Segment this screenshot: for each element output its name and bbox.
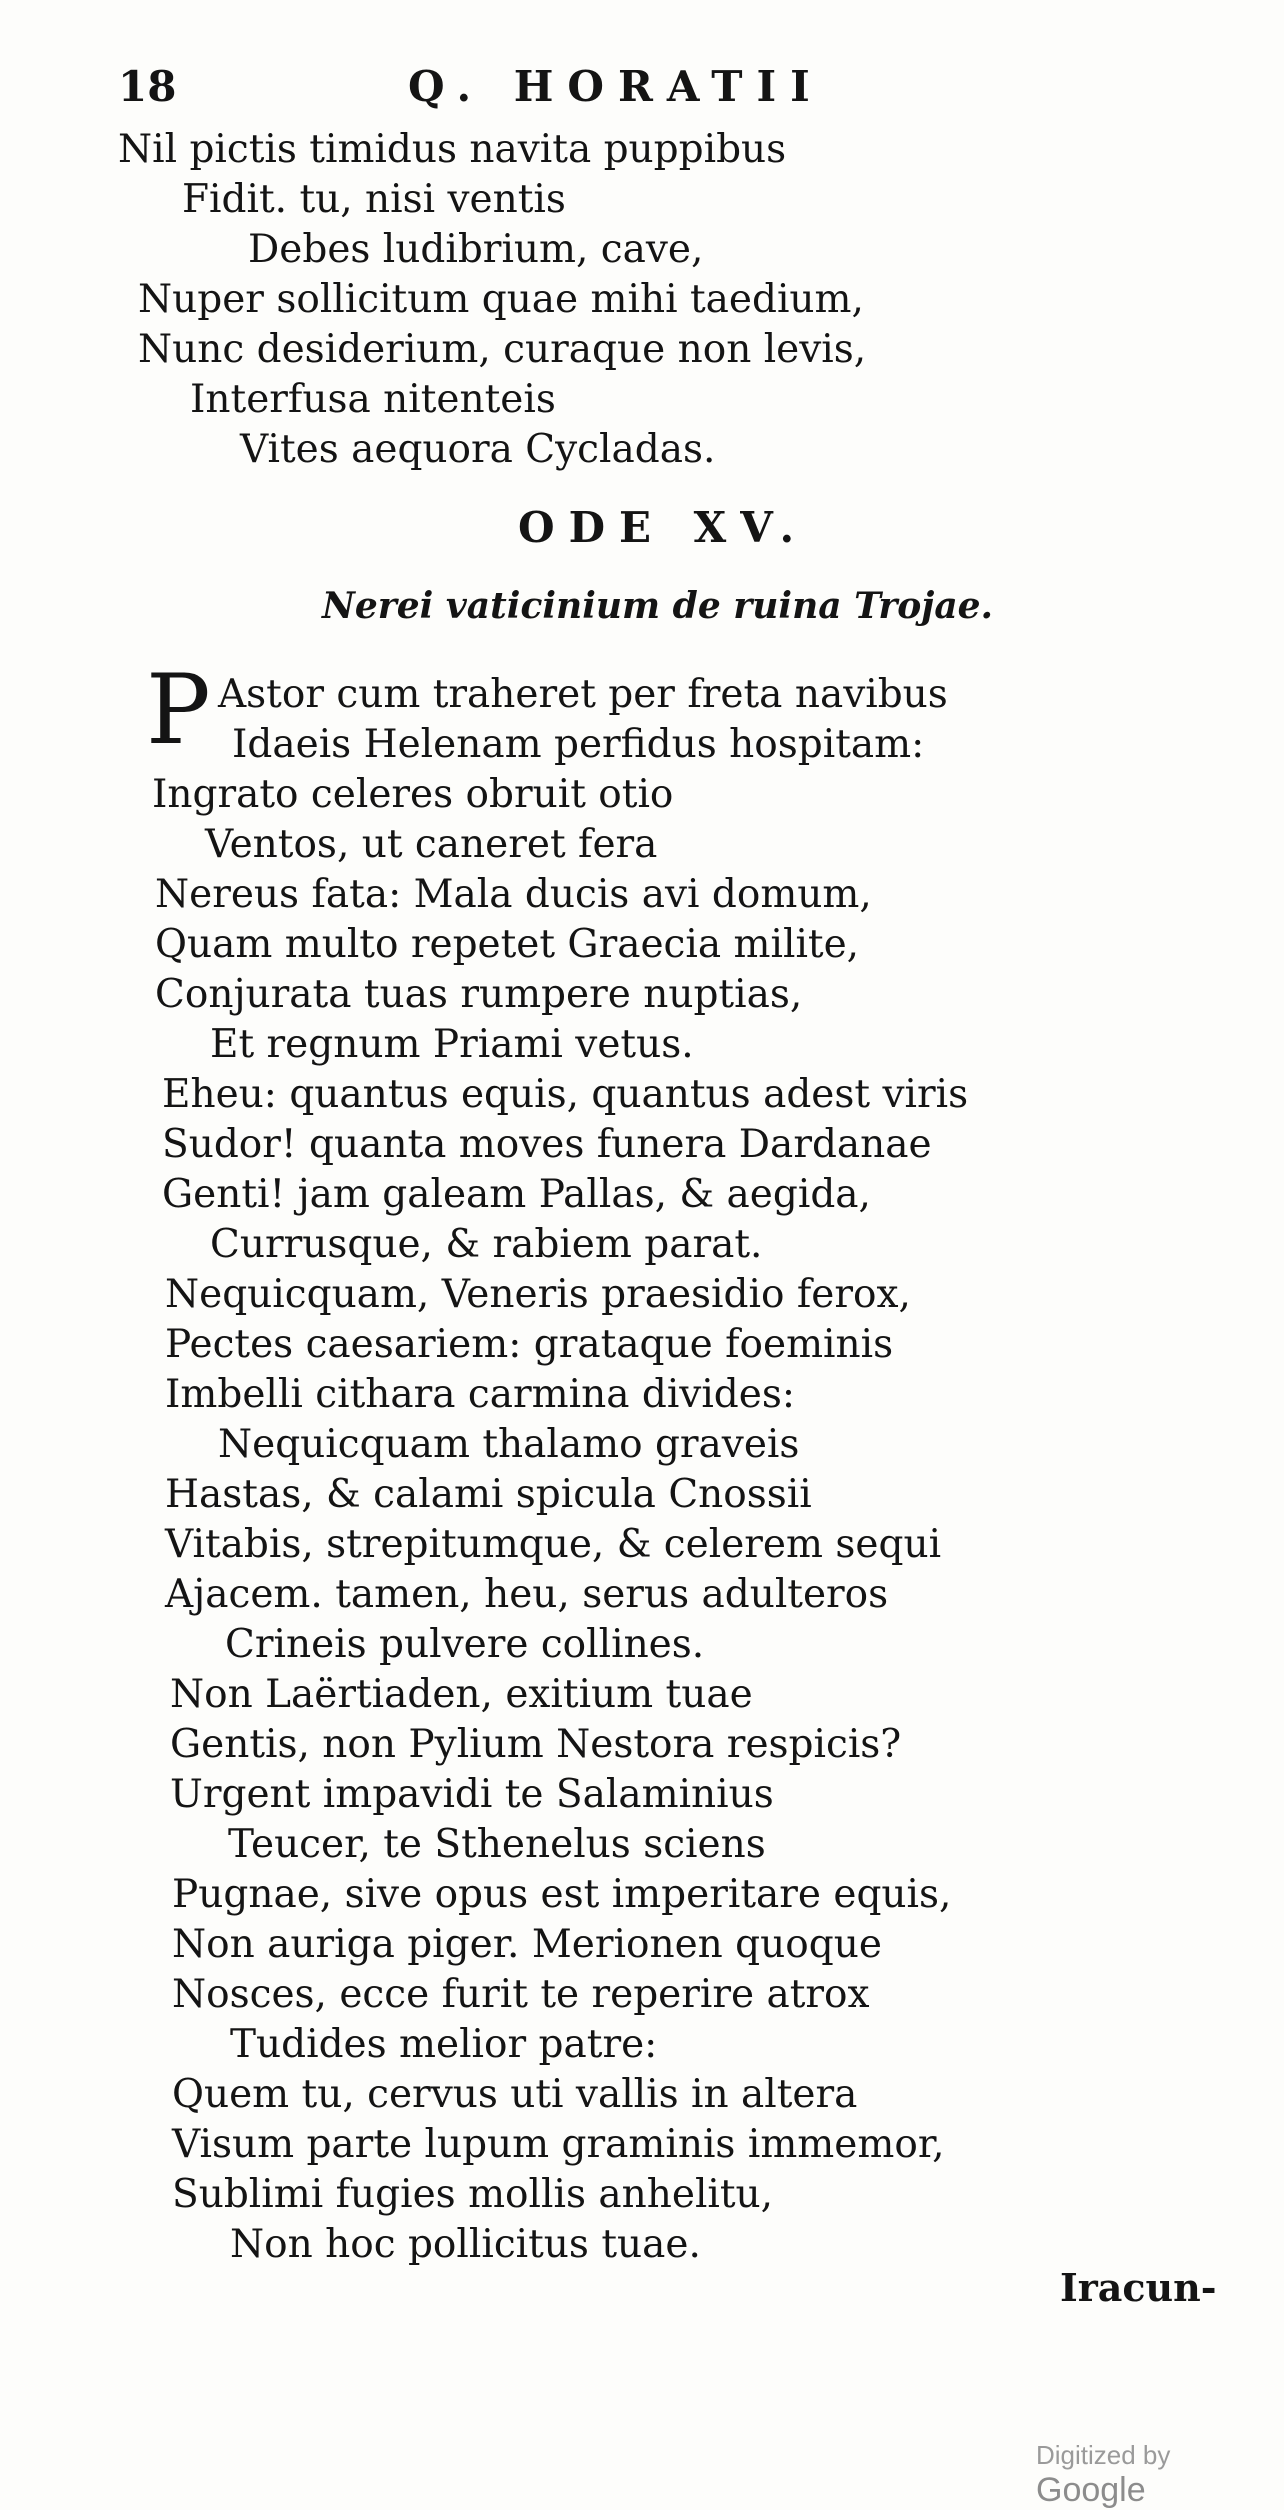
catchword: Iracun- (1060, 2265, 1217, 2310)
verse-line: Interfusa nitenteis (190, 377, 556, 422)
digitized-prefix: Digitized by (1036, 2440, 1171, 2470)
verse-line: Teucer, te Sthenelus sciens (228, 1822, 766, 1867)
verse-line: Ventos, ut caneret fera (205, 822, 658, 867)
verse-line: Nereus fata: Mala ducis avi domum, (155, 872, 872, 917)
page-number: 18 (118, 62, 177, 111)
verse-line: Ajacem. tamen, heu, serus adulteros (165, 1572, 889, 1617)
verse-line: Ingrato celeres obruit otio (152, 772, 674, 817)
verse-line: Non Laërtiaden, exitium tuae (170, 1672, 753, 1717)
ode-title: ODE XV. (518, 503, 809, 552)
verse-line: Nosces, ecce furit te reperire atrox (172, 1972, 870, 2017)
verse-line: Pectes caesariem: grataque foeminis (165, 1322, 894, 1367)
drop-cap: P (146, 654, 211, 766)
verse-line: Imbelli cithara carmina divides: (165, 1372, 795, 1417)
verse-line: Non hoc pollicitus tuae. (230, 2222, 701, 2267)
verse-line: Sudor! quanta moves funera Dardanae (162, 1122, 932, 1167)
ode-subtitle: Nerei vaticinium de ruina Trojae. (322, 585, 994, 627)
verse-line: Nunc desiderium, curaque non levis, (138, 327, 867, 372)
verse-line: Urgent impavidi te Salaminius (170, 1772, 774, 1817)
verse-line: Non auriga piger. Merionen quoque (172, 1922, 882, 1967)
verse-line: Visum parte lupum graminis immemor, (172, 2122, 945, 2167)
verse-line: Hastas, & calami spicula Cnossii (165, 1472, 812, 1517)
verse-line: Quam multo repetet Graecia milite, (155, 922, 860, 967)
verse-line: Pugnae, sive opus est imperitare equis, (172, 1872, 952, 1917)
verse-line: Quem tu, cervus uti vallis in altera (172, 2072, 858, 2117)
verse-line: Nuper sollicitum quae mihi taedium, (138, 277, 864, 322)
verse-line: Idaeis Helenam perfidus hospitam: (232, 722, 925, 767)
verse-line: Gentis, non Pylium Nestora respicis? (170, 1722, 902, 1767)
verse-line: Genti! jam galeam Pallas, & aegida, (162, 1172, 871, 1217)
verse-line: Vitabis, strepitumque, & celerem sequi (165, 1522, 942, 1567)
verse-line: Debes ludibrium, cave, (248, 227, 704, 272)
verse-line: Nequicquam, Veneris praesidio ferox, (165, 1272, 911, 1317)
page-header (118, 62, 1168, 122)
verse-line: Et regnum Priami vetus. (210, 1022, 694, 1067)
verse-line: Conjurata tuas rumpere nuptias, (155, 972, 803, 1017)
verse-line: Tudides melior patre: (230, 2022, 658, 2067)
verse-line: Nequicquam thalamo graveis (218, 1422, 800, 1467)
verse-line: Crineis pulvere collines. (225, 1622, 705, 1667)
verse-line: Currusque, & rabiem parat. (210, 1222, 763, 1267)
verse-line: Nil pictis timidus navita puppibus (118, 127, 787, 172)
verse-line: Vites aequora Cycladas. (240, 427, 716, 472)
running-head: Q. HORATII (408, 62, 824, 111)
verse-line: Astor cum traheret per freta navibus (218, 672, 948, 717)
verse-line: Eheu: quantus equis, quantus adest viris (162, 1072, 969, 1117)
verse-line: Fidit. tu, nisi ventis (182, 177, 566, 222)
verse-line: Sublimi fugies mollis anhelitu, (172, 2172, 774, 2217)
google-logo-text: Google (1036, 2471, 1146, 2509)
